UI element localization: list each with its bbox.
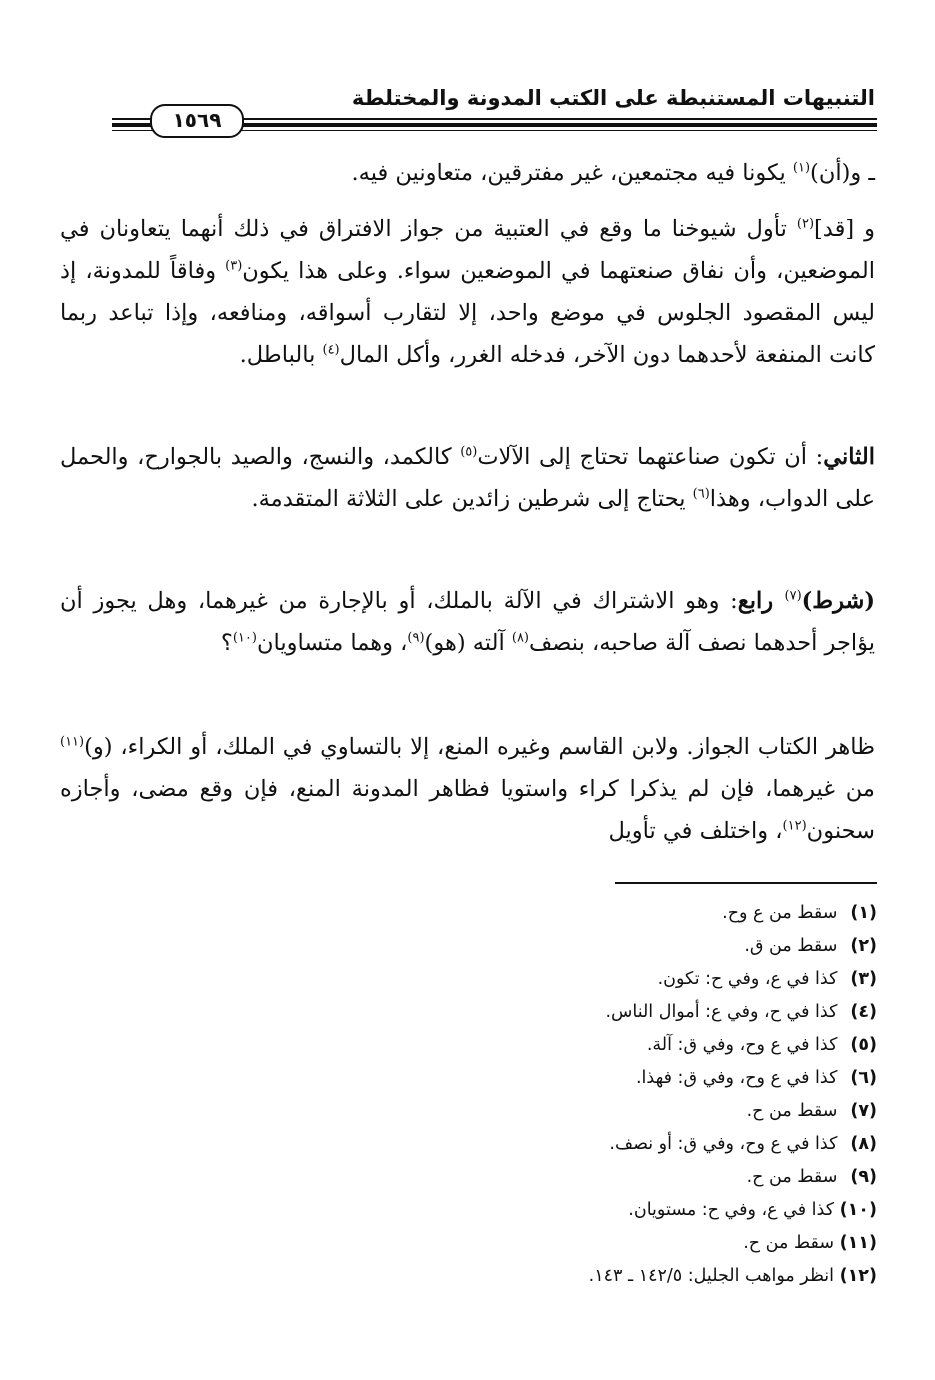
- footnote-item: [277, 930, 877, 963]
- footnote-marker: (١٠): [232, 630, 257, 646]
- paragraph-3: [60, 436, 875, 520]
- footnote-text: سقط من ق.: [744, 936, 838, 956]
- footnote-separator: [615, 882, 877, 884]
- page-number: ١٥٦٩: [150, 104, 244, 138]
- paragraph-text: ، واختلف في تأويل: [608, 818, 783, 844]
- footnote-number: (٩): [850, 1167, 877, 1187]
- footnote-marker: (٩): [407, 630, 425, 646]
- footnote-item: [277, 996, 877, 1029]
- footnote-number: (١): [850, 903, 877, 923]
- paragraph-text: كالكمد، والنسج، والصيد بالجوارح، والحمل على الدواب، وهذا: [60, 444, 875, 512]
- paragraph-text: ظاهر الكتاب الجواز. ولابن القاسم وغيره المنع، إلا بالتساوي في الملك، أو الكراء، (و): [84, 734, 875, 760]
- footnote-item: [277, 963, 877, 996]
- paragraph-text: آلته (هو): [424, 630, 512, 656]
- footnote-text: سقط من ع وح.: [722, 903, 838, 923]
- footnote-item: [277, 1029, 877, 1062]
- paragraph-text: يحتاج إلى شرطين زائدين على الثلاثة المتقدمة.: [251, 486, 693, 512]
- footnote-number: (١١): [839, 1233, 877, 1253]
- footnote-marker: (٦): [692, 486, 710, 502]
- paragraph-text: ـ و(أن): [810, 160, 875, 186]
- footnote-marker: (١٢): [782, 818, 807, 834]
- footnote-number: (٣): [850, 969, 877, 989]
- paragraph-text: : أن تكون صناعتهما تحتاج إلى الآلات: [477, 444, 824, 470]
- footnote-text: كذا في ع وح، وفي ق: أو نصف.: [609, 1134, 838, 1154]
- paragraph-1: [60, 152, 875, 194]
- footnote-marker: (٤): [322, 342, 340, 358]
- footnote-number: (٨): [850, 1134, 877, 1154]
- footnote-number: (٧): [850, 1101, 877, 1121]
- footnote-number: (٥): [850, 1035, 877, 1055]
- footnote-text: سقط من ح.: [746, 1101, 838, 1121]
- footnote-item: [277, 1062, 877, 1095]
- footnote-text: كذا في ع وح، وفي ق: آلة.: [646, 1035, 838, 1055]
- footnote-marker: (٨): [511, 630, 529, 646]
- paragraph-2: [60, 208, 875, 376]
- footnote-item: [277, 1128, 877, 1161]
- footnote-number: (٦): [850, 1068, 877, 1088]
- paragraph-text: يكونا فيه مجتمعين، غير مفترقين، متعاونين فيه.: [351, 160, 793, 186]
- footnote-item: [277, 1227, 877, 1260]
- paragraph-4: [60, 580, 875, 664]
- footnote-text: انظر مواهب الجليل: ١٤٢/٥ ـ ١٤٣.: [588, 1266, 835, 1286]
- footnote-marker: (٣): [225, 258, 243, 274]
- paragraph-text: ؟: [220, 630, 233, 656]
- footnote-text: سقط من ح.: [743, 1233, 835, 1253]
- section-lead: (شرط): [801, 588, 876, 614]
- footnote-text: سقط من ح.: [746, 1167, 838, 1187]
- footnote-item: [277, 897, 877, 930]
- footnote-item: [277, 1161, 877, 1194]
- paragraph-text: وفاقاً للمدونة، إذ ليس المقصود الجلوس في موضع واحد، إلا لتقارب أسواقه، ومنافعه، وإذا تباعد ربما كانت المنفعة لأحدهما دون الآخر، فدخله الغرر، وأكل المال: [60, 258, 875, 368]
- footnote-text: كذا في ع، وفي ح: مستويان.: [628, 1200, 835, 1220]
- footnote-text: كذا في ع وح، وفي ق: فهذا.: [635, 1068, 838, 1088]
- footnote-marker: (٧): [784, 588, 802, 604]
- paragraph-text: : وهو الاشتراك في الآلة بالملك، أو بالإجارة من غيرهما، وهل يجوز أن يؤاجر أحدهما نصف آلة صاحبه، بنصف: [60, 588, 875, 656]
- footnotes: [277, 897, 877, 1293]
- footnote-marker: (٢): [796, 216, 815, 232]
- paragraph-text: ، وهما متساويان: [256, 630, 408, 656]
- running-title: التنبيهات المستنبطة على الكتب المدونة والمختلطة: [351, 86, 875, 110]
- paragraph-text: تأول شيوخنا ما وقع في العتبية من جواز الافتراق في ذلك أنهما يتعاونان في الموضعين، وأن نفاق صنعتهما في الموضعين سواء. وعلى هذا يكون: [60, 216, 875, 284]
- footnote-marker: (٥): [460, 444, 478, 460]
- paragraph-text: و [قد]: [814, 216, 876, 242]
- paragraph-text: من غيرهما، فإن لم يذكرا كراء واستويا فظاهر المدونة المنع، فإن وقع مضى، وأجازه سحنون: [60, 776, 875, 844]
- footnote-number: (٤): [850, 1002, 877, 1022]
- footnote-number: (٢): [850, 936, 877, 956]
- footnote-text: كذا في ح، وفي ع: أموال الناس.: [605, 1002, 838, 1022]
- section-lead: الثاني: [823, 444, 875, 470]
- footnote-marker: (١): [792, 160, 811, 176]
- paragraph-5: [60, 726, 875, 852]
- paragraph-text: بالباطل.: [239, 342, 323, 368]
- footnote-text: كذا في ع، وفي ح: تكون.: [657, 969, 838, 989]
- footnote-item: [277, 1194, 877, 1227]
- footnote-number: (١٠): [839, 1200, 877, 1220]
- section-lead: رابع: [737, 588, 785, 614]
- footnote-item: [277, 1260, 877, 1293]
- footnote-number: (١٢): [839, 1266, 877, 1286]
- footnote-item: [277, 1095, 877, 1128]
- footnote-marker: (١١): [60, 734, 85, 750]
